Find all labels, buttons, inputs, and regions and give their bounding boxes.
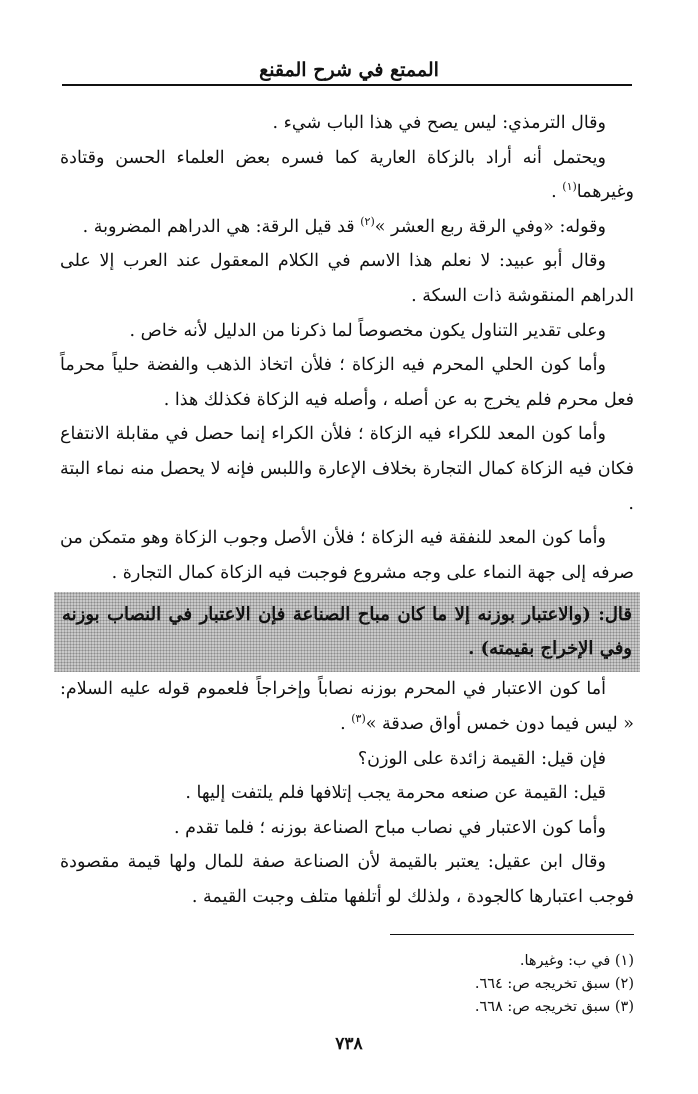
paragraph-3-text: وقوله: «وفي الرقة ربع العشر » bbox=[374, 216, 606, 237]
paragraph-11: قيل: القيمة عن صنعه محرمة يجب إتلافها فلم يلتفت إليها . bbox=[185, 783, 606, 804]
footnotes bbox=[60, 950, 634, 1019]
footnote-2: (٢) سبق تخريجه ص: ٦٦٤. bbox=[474, 976, 634, 992]
paragraph-7: وأما كون المعد للكراء فيه الزكاة ؛ فلأن الكراء إنما حصل في مقابلة الانتفاع فكان فيه الزكاة كمال التجارة بخلاف الإعارة واللبس فإنه لا يحصل منه نماء البتة . bbox=[60, 424, 634, 514]
page-number: ٧٣٨ bbox=[335, 1034, 363, 1054]
footnote-ref-1: (١) bbox=[562, 180, 577, 194]
header-divider bbox=[62, 84, 632, 86]
footnote-ref-3: (٣) bbox=[351, 712, 366, 726]
paragraph-8: وأما كون المعد للنفقة فيه الزكاة ؛ فلأن الأصل وجوب الزكاة وهو متمكن من صرفه إلى جهة النماء على وجه مشروع فوجبت فيه الزكاة كمال التجارة . bbox=[60, 528, 634, 583]
paragraph-2 bbox=[60, 141, 634, 210]
footnote-1: (١) في ب: وغيرها. bbox=[519, 953, 634, 969]
paragraph-6: وأما كون الحلي المحرم فيه الزكاة ؛ فلأن اتخاذ الذهب والفضة حلياً محرماً فعل محرم فلم يخرج به عن أصله ، وأصله فيه الزكاة فكذلك هذا . bbox=[60, 355, 634, 410]
paragraph-9-end: . bbox=[340, 713, 352, 734]
paragraph-2-text: ويحتمل أنه أراد بالزكاة العارية كما فسره بعض العلماء الحسن وقتادة وغيرهما bbox=[60, 147, 634, 203]
paragraph-4: وقال أبو عبيد: لا نعلم هذا الاسم في الكلام المعقول عند العرب إلا على الدراهم المنقوشة ذات السكة . bbox=[60, 251, 634, 306]
footnote-divider bbox=[390, 934, 634, 935]
matn-highlight-block: قال: (والاعتبار بوزنه إلا ما كان مباح الصناعة فإن الاعتبار في النصاب بوزنه وفي الإخراج بقيمته) . bbox=[54, 592, 640, 672]
paragraph-12: وأما كون الاعتبار في نصاب مباح الصناعة بوزنه ؛ فلما تقدم . bbox=[173, 817, 606, 838]
running-header-title: الممتع في شرح المقنع bbox=[259, 59, 439, 81]
main-text bbox=[60, 106, 634, 914]
footnote-3: (٣) سبق تخريجه ص: ٦٦٨. bbox=[474, 999, 634, 1015]
paragraph-9-text: أما كون الاعتبار في المحرم بوزنه نصاباً وإخراجاً فلعموم قوله عليه السلام: « ليس فيما دون خمس أواق صدقة » bbox=[60, 679, 634, 734]
footnote-ref-2: (٢) bbox=[360, 214, 375, 228]
paragraph-10: فإن قيل: القيمة زائدة على الوزن؟ bbox=[357, 748, 606, 769]
paragraph-5: وعلى تقدير التناول يكون مخصوصاً لما ذكرنا من الدليل لأنه خاص . bbox=[129, 320, 606, 341]
paragraph-13: وقال ابن عقيل: يعتبر بالقيمة لأن الصناعة صفة للمال ولها قيمة مقصودة فوجب اعتبارها كالجودة ، ولذلك لو أتلفها متلف وجبت القيمة . bbox=[60, 852, 634, 907]
paragraph-9 bbox=[60, 672, 634, 741]
paragraph-1: وقال الترمذي: ليس يصح في هذا الباب شيء . bbox=[272, 113, 606, 133]
paragraph-2-end: . bbox=[551, 182, 563, 203]
paragraph-3-end: قد قيل الرقة: هي الدراهم المضروبة . bbox=[82, 216, 361, 237]
paragraph-3 bbox=[60, 210, 634, 245]
